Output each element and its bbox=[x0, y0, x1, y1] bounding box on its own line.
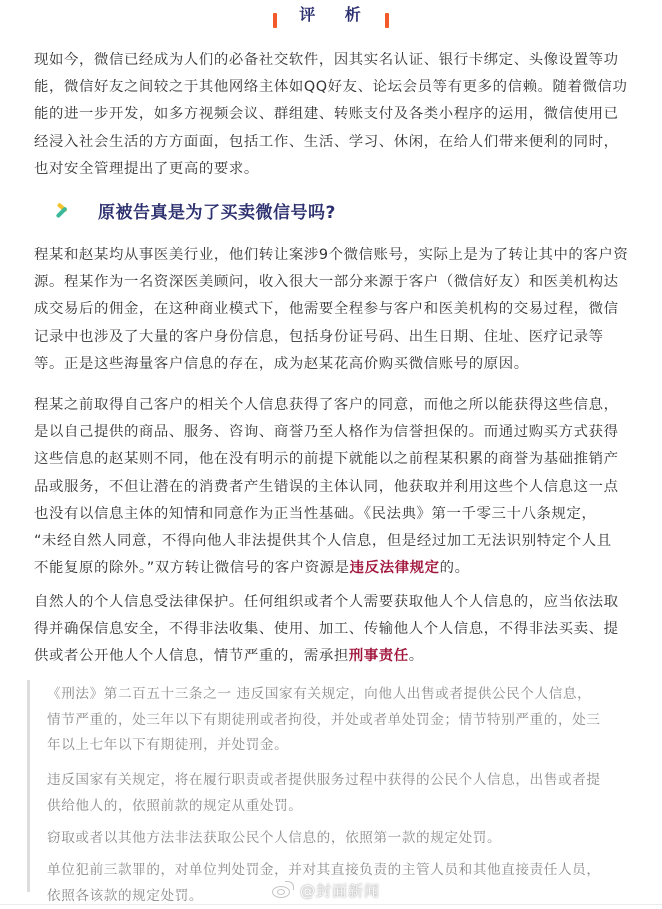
text-line: 得并确保信息安全，不得非法收集、使用、加工、传输他人个人信息，不得非法买卖、提 bbox=[34, 621, 619, 638]
chevron-right-icon bbox=[56, 200, 72, 220]
text-line: 供给他人的，依照前款的规定从重处罚。 bbox=[47, 797, 303, 814]
text-line: 等。正是这些海量客户信息的存在，成为赵某花高价购买微信账号的原因。 bbox=[34, 355, 529, 372]
subheading-text: 原被告真是为了买卖微信号吗? bbox=[98, 202, 336, 223]
text-line: 依照各该款的规定处罚。 bbox=[47, 887, 204, 904]
text-line: 源。程某作为一名资深医美顾问，收入很大一部分来源于客户（微信好友）和医美机构达 bbox=[34, 274, 619, 291]
text-line: 成交易后的佣金，在这种商业模式下，他需要全程参与客户和医美机构的交易过程，微信 bbox=[34, 301, 619, 318]
text-line: 也对安全管理提出了更高的要求。 bbox=[34, 160, 259, 177]
text-segment: 供或者公开他人个人信息，情节严重的，需承担 bbox=[34, 648, 349, 665]
text-line: “未经自然人同意，不得向他人非法提供其个人信息，但是经过加工无法识别特定个人且 bbox=[34, 533, 612, 550]
watermark bbox=[272, 877, 380, 903]
text-line: 违反国家有关规定，将在履行职责或者提供服务过程中获得的公民个人信息，出售或者提 bbox=[47, 772, 601, 788]
text-segment: 不能复原的除外。”双方转让微信号的客户资源是 bbox=[34, 560, 350, 577]
law-quote-block bbox=[27, 680, 640, 904]
highlight-illegal: 违反法律规定 bbox=[349, 560, 440, 577]
text-line: 现如今，微信已经成为人们的必备社交软件，因其实名认证、银行卡绑定、头像设置等功 bbox=[34, 52, 619, 68]
quote-paragraph-1 bbox=[47, 682, 637, 759]
text-line: 《刑法》第二百五十三条之一 违反国家有关规定，向他人出售或者提供公民个人信息， bbox=[47, 686, 592, 702]
intro-paragraph bbox=[34, 47, 634, 183]
text-line: 程某之前取得自己客户的相关个人信息获得了客户的同意，而他之所以能获得这些信息， bbox=[34, 397, 619, 413]
paragraph-1 bbox=[34, 242, 634, 378]
watermark-text: @封面新闻 bbox=[300, 881, 381, 900]
text-line: 记录中也涉及了大量的客户身份信息，包括身份证号码、出生日期、住址、医疗记录等 bbox=[34, 328, 604, 345]
weibo-icon bbox=[272, 881, 294, 899]
paragraph-3 bbox=[34, 589, 634, 671]
text-line: 能，微信好友之间较之于其他网络主体如QQ好友、论坛会员等有更多的信赖。随着微信功 bbox=[34, 79, 628, 96]
bottom-divider bbox=[0, 904, 662, 905]
accent-bar-left bbox=[273, 13, 277, 28]
accent-bar-right bbox=[385, 13, 389, 28]
text-line: 年以上七年以下有期徒刑，并处罚金。 bbox=[47, 737, 289, 754]
text-line bbox=[34, 555, 634, 582]
paragraph-2 bbox=[34, 392, 634, 582]
text-line: 是以自己提供的商品、服务、咨询、商誉乃至人格作为信誉担保的。而通过购买方式获得 bbox=[34, 424, 619, 441]
text-line: 这些信息的赵某则不同，他在没有明示的前提下就能以之前程某积累的商誉为基础推销产 bbox=[34, 451, 619, 468]
text-line: 能的进一步开发，如多方视频会议、群组建、转账支付及各类小程序的运用，微信使用已 bbox=[34, 106, 619, 123]
subheading bbox=[56, 197, 336, 223]
text-line: 单位犯前三款罪的，对单位判处罚金，并对其直接负责的主管人员和其他直接责任人员， bbox=[47, 862, 601, 878]
text-line: 窃取或者以其他方法非法获取公民个人信息的，依照第一款的规定处罚。 bbox=[47, 830, 502, 846]
text-line: 品或服务，不但让潜在的消费者产生错误的主体认同，他获取并利用这些个人信息这一点 bbox=[34, 478, 619, 495]
text-segment: 的。 bbox=[439, 560, 470, 577]
text-line: 程某和赵某均从事医美行业，他们转让案涉9个微信账号，实际上是为了转让其中的客户资 bbox=[34, 247, 629, 263]
section-title: 评 析 bbox=[299, 5, 373, 24]
text-line: 也没有以信息主体的知情和同意作为正当性基础。《民法典》第一千零三十八条规定， bbox=[34, 505, 597, 522]
text-line: 经浸入社会生活的方方面面，包括工作、生活、学习、休闲，在给人们带来便利的同时， bbox=[34, 133, 619, 150]
text-line bbox=[34, 643, 634, 670]
highlight-criminal-liability: 刑事责任 bbox=[348, 648, 409, 665]
text-segment: 。 bbox=[408, 648, 424, 665]
quote-paragraph-2 bbox=[47, 768, 637, 819]
section-header bbox=[0, 2, 662, 28]
quote-paragraph-3 bbox=[47, 826, 637, 852]
text-line: 自然人的个人信息受法律保护。任何组织或者个人需要获取他人个人信息的，应当依法取 bbox=[34, 594, 619, 610]
text-line: 情节严重的，处三年以下有期徒刑或者拘役，并处或者单处罚金；情节特别严重的，处三 bbox=[47, 711, 601, 728]
